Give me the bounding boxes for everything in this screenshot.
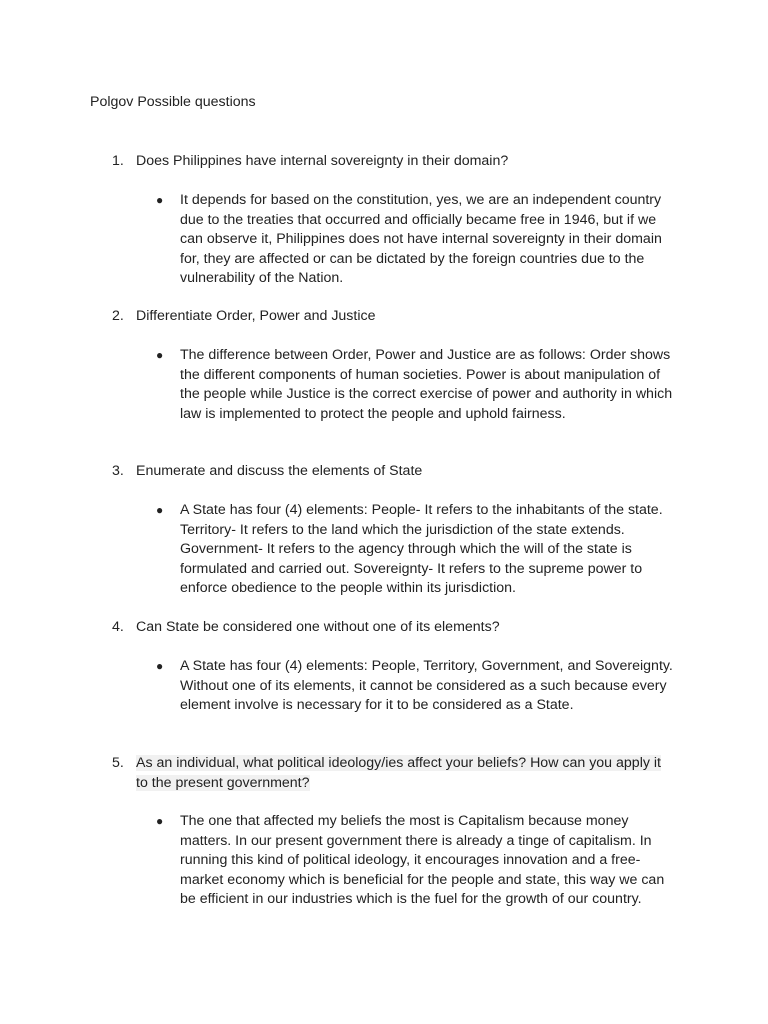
question-text: Can State be considered one without one of its elements? xyxy=(136,619,500,635)
answer-text: The one that affected my beliefs the most is Capitalism because money matters. In our present government there is already a tinge of capitalism. In running this kind of political ideology, it encourages innovation and a free-market economy which is beneficial for the people and state, this way we can be efficient in our industries which is the fuel for the growth of our country. xyxy=(180,813,665,907)
question-3 xyxy=(112,462,672,482)
question-number: 3. xyxy=(112,463,124,479)
bullet-icon: ● xyxy=(156,503,164,517)
question-text: Differentiate Order, Power and Justice xyxy=(136,308,376,324)
question-number: 2. xyxy=(112,308,124,324)
question-text: As an individual, what political ideology/ies affect your beliefs? How can you apply it to the present government? xyxy=(136,755,661,791)
answer-2 xyxy=(156,346,676,424)
answer-text: It depends for based on the constitution, yes, we are an independent country due to the treaties that occurred and officially became free in 1946, but if we can observe it, Philippines does not have internal sovereignty in their domain for, they are affected or can be dictated by the foreign countries due to the vulnerability of the Nation. xyxy=(180,192,662,286)
answer-5 xyxy=(156,812,676,910)
question-2 xyxy=(112,307,672,327)
question-number: 1. xyxy=(112,153,124,169)
answer-1 xyxy=(156,191,676,289)
question-1 xyxy=(112,152,672,172)
question-text: Enumerate and discuss the elements of State xyxy=(136,463,423,479)
question-4 xyxy=(112,618,672,638)
bullet-icon: ● xyxy=(156,659,164,673)
answer-text: The difference between Order, Power and Justice are as follows: Order shows the different components of human societies. Power is about manipulation of the people while Justice is the correct exercise of power and authority in which law is implemented to protect the people and uphold fairness. xyxy=(180,347,673,422)
answer-text: A State has four (4) elements: People, Territory, Government, and Sovereignty. Without one of its elements, it cannot be considered as a such because every element involve is necessary for it to be considered as a State. xyxy=(180,658,673,713)
question-text-wrapper xyxy=(136,754,672,793)
answer-text: A State has four (4) elements: People- It refers to the inhabitants of the state. Territory- It refers to the land which the jurisdiction of the state extends. Government- It refers to the agency through which the will of the state is formulated and carried out. Sovereignty- It refers to the supreme power to enforce obedience to the people within its jurisdiction. xyxy=(180,502,663,596)
question-number: 4. xyxy=(112,619,124,635)
answer-3 xyxy=(156,501,676,599)
question-text: Does Philippines have internal sovereignty in their domain? xyxy=(136,153,509,169)
question-number: 5. xyxy=(112,755,124,771)
document-title: Polgov Possible questions xyxy=(90,94,256,110)
bullet-icon: ● xyxy=(156,814,164,828)
answer-4 xyxy=(156,657,676,716)
bullet-icon: ● xyxy=(156,348,164,362)
question-5 xyxy=(112,754,672,793)
bullet-icon: ● xyxy=(156,193,164,207)
